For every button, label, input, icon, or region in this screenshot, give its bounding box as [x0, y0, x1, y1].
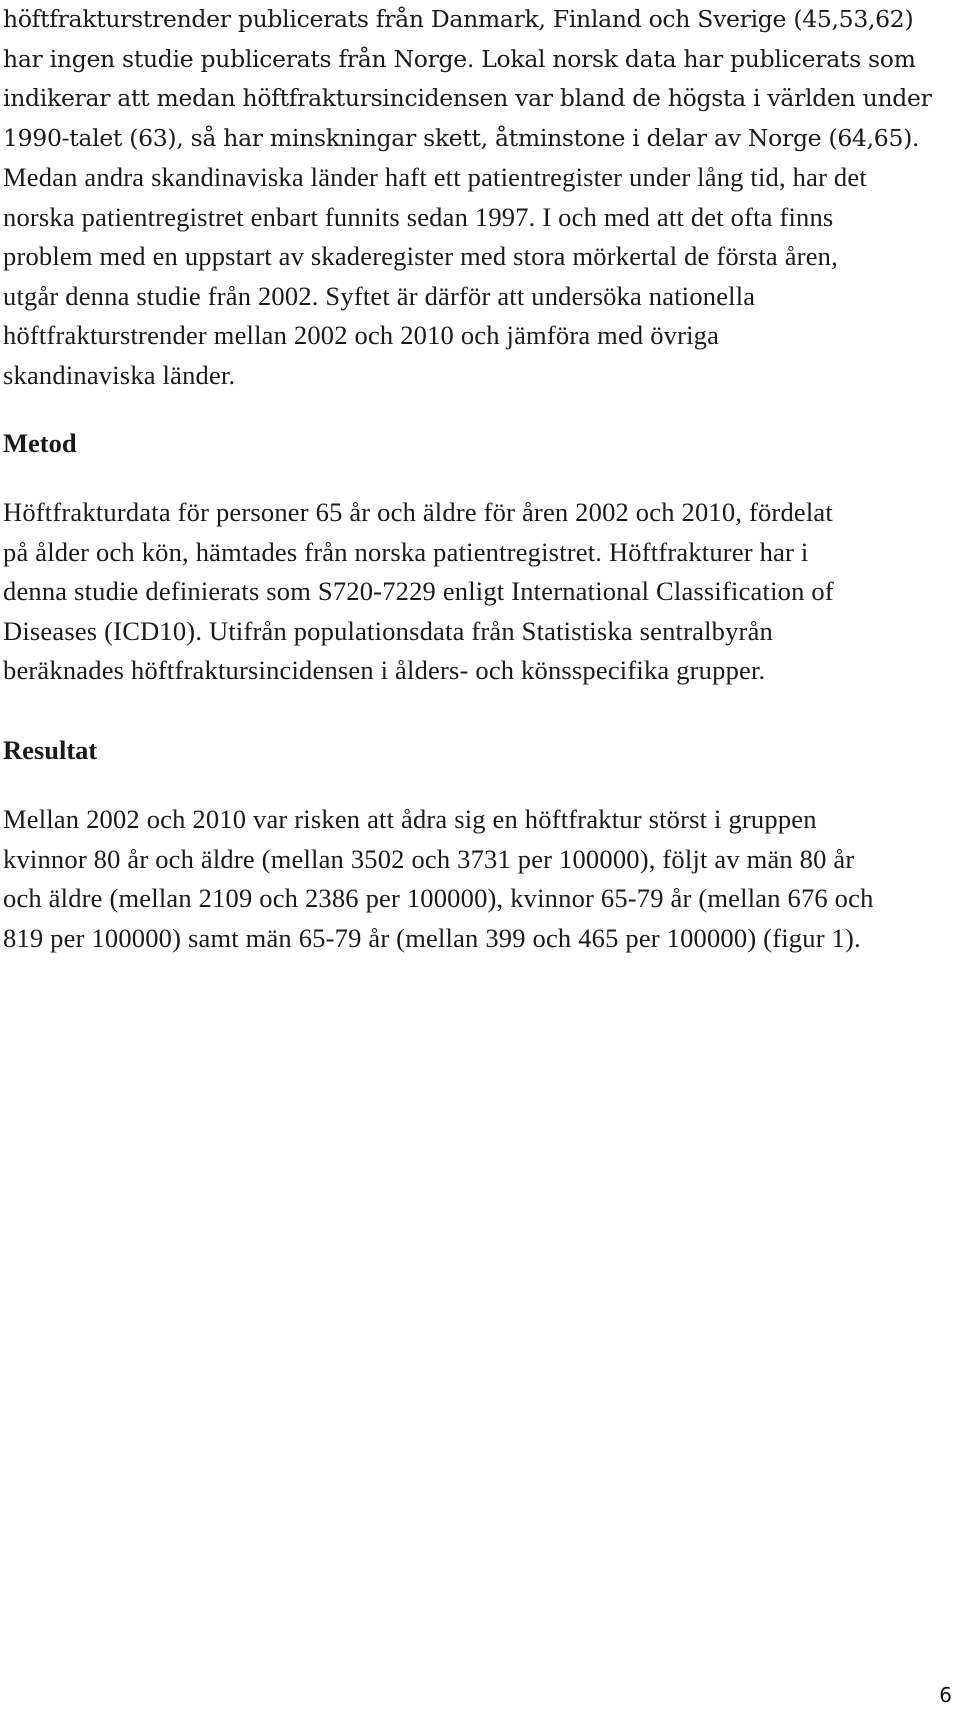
resultat-line: kvinnor 80 år och äldre (mellan 3502 och 3731 per 100000), följt av män 80 år [3, 843, 855, 874]
page-number: 6 [939, 1683, 952, 1707]
section-heading-resultat: Resultat [3, 735, 98, 765]
metod-line: Diseases (ICD10). Utifrån populationsdata från Statistiska sentralbyrån [3, 615, 773, 646]
intro-line: 1990-talet (63), så har minskningar skett, åtminstone i delar av Norge (64,65). [3, 123, 920, 152]
intro-line: skandinaviska länder. [3, 359, 236, 390]
intro-line: höftfrakturstrender publicerats från Danmark, Finland och Sverige (45,53,62) [3, 5, 914, 33]
intro-paragraph [3, 0, 932, 395]
intro-line: Medan andra skandinaviska länder haft ett patientregister under lång tid, har det [3, 162, 867, 192]
metod-paragraph [3, 493, 834, 691]
intro-line: har ingen studie publicerats från Norge. Lokal norsk data har publicerats som [3, 44, 916, 73]
intro-line: indikerar att medan höftfraktursincidensen var bland de högsta i världen under [3, 84, 932, 112]
intro-line: norska patientregistret enbart funnits sedan 1997. I och med att det ofta finns [3, 201, 834, 232]
metod-line: på ålder och kön, hämtades från norska patientregistret. Höftfrakturer har i [3, 536, 809, 567]
resultat-paragraph [3, 800, 874, 958]
intro-line: problem med en uppstart av skaderegister med stora mörkertal de första åren, [3, 241, 838, 271]
resultat-line: Mellan 2002 och 2010 var risken att ådra sig en höftfraktur störst i gruppen [3, 804, 817, 834]
resultat-line: och äldre (mellan 2109 och 2386 per 100000), kvinnor 65-79 år (mellan 676 och [3, 883, 874, 913]
intro-line: höftfrakturstrender mellan 2002 och 2010 och jämföra med övriga [3, 320, 720, 350]
intro-line: utgår denna studie från 2002. Syftet är därför att undersöka nationella [3, 280, 756, 311]
metod-line: Höftfrakturdata för personer 65 år och äldre för åren 2002 och 2010, fördelat [3, 497, 833, 527]
resultat-line: 819 per 100000) samt män 65-79 år (mellan 399 och 465 per 100000) (figur 1). [3, 922, 861, 953]
section-heading-metod: Metod [3, 428, 77, 458]
metod-line: denna studie definierats som S720-7229 enligt International Classification of [3, 576, 834, 606]
metod-line: beräknades höftfraktursincidensen i ålders- och könsspecifika grupper. [3, 655, 766, 685]
